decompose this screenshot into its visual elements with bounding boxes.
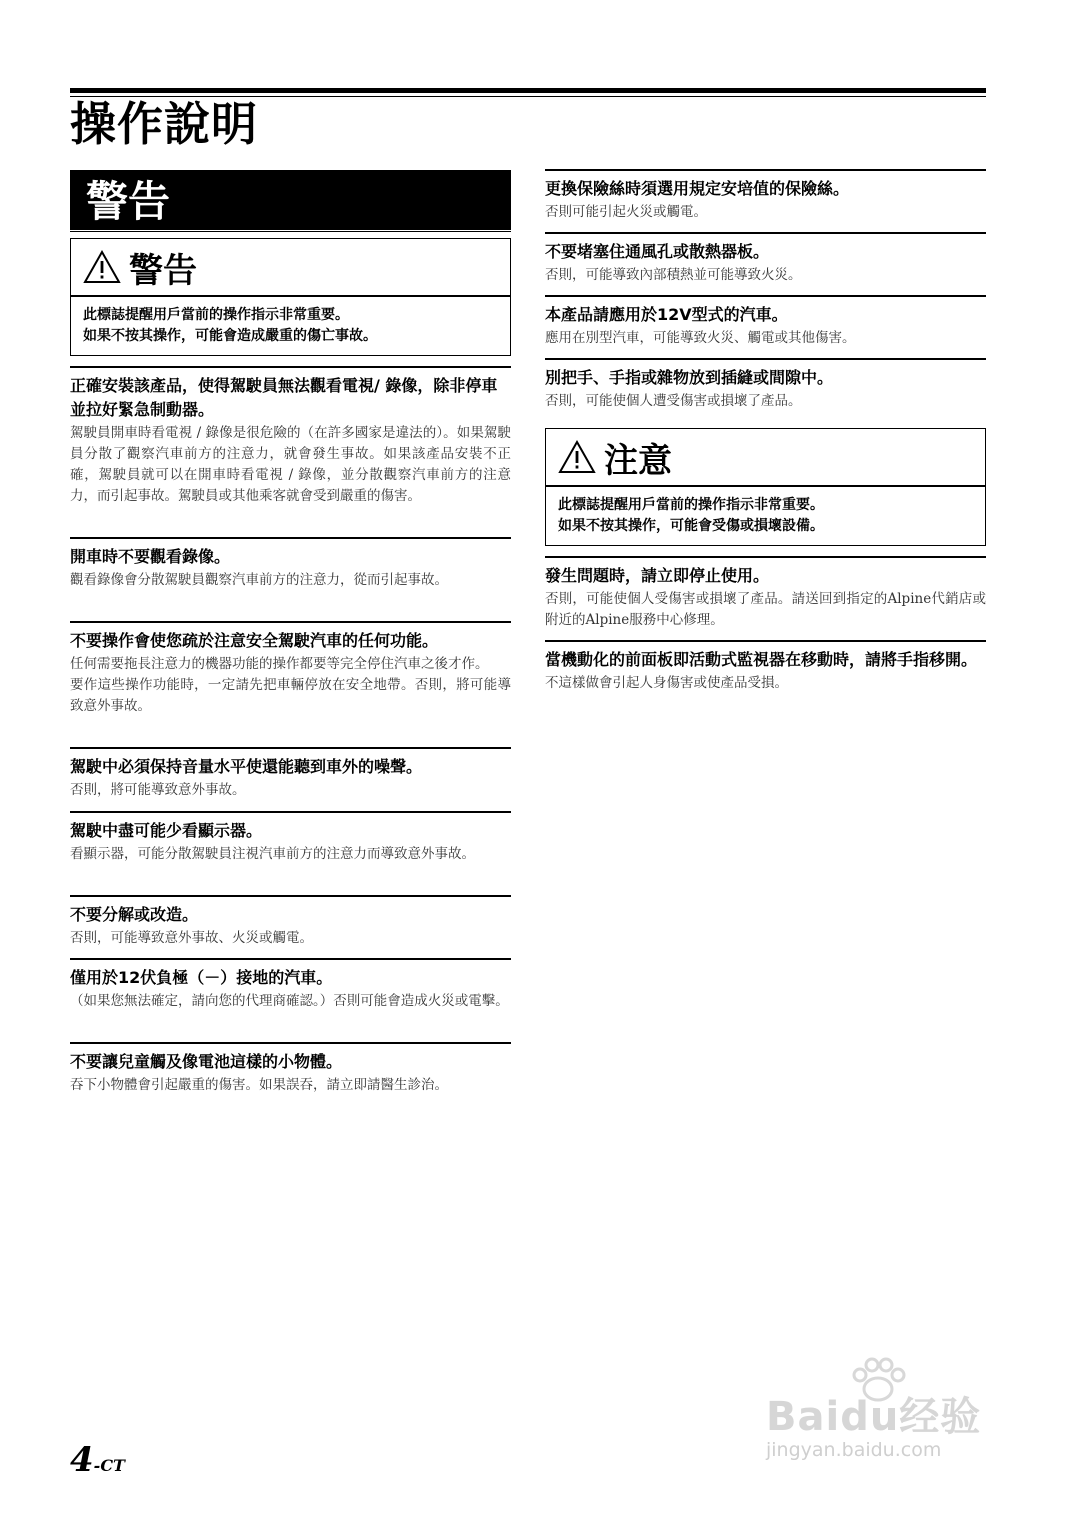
warning-item-body: 觀看錄像會分散駕駛員觀察汽車前方的注意力，從而引起事故。 (70, 572, 448, 588)
warning-item-body: 看顯示器，可能分散駕駛員注視汽車前方的注意力而導致意外事故。 (70, 846, 475, 862)
warning-item-heading: 開車時不要觀看錄像。 (70, 547, 231, 566)
top-rule-thick (70, 88, 986, 93)
warning-item-body: （如果您無法確定，請向您的代理商確認。）否則可能會造成火災或電擊。 (70, 993, 509, 1009)
warning-item (545, 232, 986, 286)
warning-item-body: 任何需要拖長注意力的機器功能的操作都要等完全停住汽車之後才作。 要作這些操作功能時，一定請先把車輛停放在安全地帶。否則，將可能導致意外事故。 (70, 656, 511, 714)
watermark-url: jingyan.baidu.com (766, 1439, 942, 1461)
warning-item-heading: 不要分解或改造。 (70, 905, 199, 924)
page-number (70, 1440, 125, 1480)
warning-notice-text (71, 297, 510, 355)
page-number-suffix: -CT (93, 1456, 125, 1475)
caution-notice-header (546, 429, 985, 487)
warning-triangle-icon (83, 250, 121, 284)
warning-notice-line: 此標誌提醒用戶當前的操作指示非常重要。 (83, 307, 349, 323)
warning-item (70, 747, 511, 801)
caution-triangle-icon (558, 440, 596, 474)
caution-item-heading: 當機動化的前面板即活動式監視器在移動時，請將手指移開。 (545, 650, 978, 669)
caution-item-body: 不這樣做會引起人身傷害或使產品受損。 (545, 675, 788, 691)
watermark-brand: Baidu经验 (766, 1394, 982, 1440)
caution-notice-text (546, 487, 985, 545)
warning-item-body: 否則，可能導致內部積熱並可能導致火災。 (545, 267, 802, 283)
warning-notice-line: 如果不按其操作，可能會造成嚴重的傷亡事故。 (83, 328, 377, 344)
warning-item (545, 295, 986, 349)
warning-item-body: 吞下小物體會引起嚴重的傷害。如果誤吞，請立即請醫生診治。 (70, 1077, 448, 1093)
caution-notice-line: 此標誌提醒用戶當前的操作指示非常重要。 (558, 497, 824, 513)
warning-item (70, 366, 511, 507)
warning-item (545, 358, 986, 412)
warning-item (70, 621, 511, 717)
warning-item-heading: 不要堵塞住通風孔或散熱器板。 (545, 242, 770, 261)
warning-item-body: 否則，將可能導致意外事故。 (70, 782, 246, 798)
warning-item-heading: 不要讓兒童觸及像電池這樣的小物體。 (70, 1052, 343, 1071)
warning-item-heading: 僅用於12伏負極（－）接地的汽車。 (70, 968, 333, 987)
warning-item-body: 應用在別型汽車，可能導致火災、觸電或其他傷害。 (545, 330, 856, 346)
warning-item-body: 否則，可能使個人遭受傷害或損壞了產品。 (545, 393, 802, 409)
caution-notice-label: 注意 (604, 440, 672, 481)
warning-notice-label: 警告 (129, 250, 197, 291)
warning-item (70, 811, 511, 865)
caution-item-body: 否則，可能使個人受傷害或損壞了產品。請送回到指定的Alpine代銷店或附近的Alpine服務中心修理。 (545, 591, 986, 628)
warning-item-heading: 駕駛中盡可能少看顯示器。 (70, 821, 263, 840)
caution-item (545, 556, 986, 631)
warning-item-body: 駕駛員開車時看電視 / 錄像是很危險的（在許多國家是違法的）。如果駕駛員分散了觀察汽車前方的注意力，就會發生事故。如果該產品安裝不正確，駕駛員就可以在開車時看電視 / 錄像，並分散觀察汽車前方的注意力，而引起事故。駕駛員或其他乘客就會受到嚴重的傷害。 (70, 425, 511, 504)
page-title: 操作說明 (70, 97, 258, 151)
page-number-value: 4 (70, 1440, 94, 1480)
warning-item (70, 895, 511, 949)
warning-item-body: 否則，可能導致意外事故、火災或觸電。 (70, 930, 313, 946)
caution-item-heading: 發生問題時，請立即停止使用。 (545, 566, 770, 585)
warning-item (70, 958, 511, 1012)
caution-notice-line: 如果不按其操作，可能會受傷或損壞設備。 (558, 518, 824, 534)
warning-item-heading: 不要操作會使您疏於注意安全駕駛汽車的任何功能。 (70, 631, 439, 650)
baidu-watermark (760, 1355, 1010, 1475)
warning-item (70, 1042, 511, 1096)
warning-item (70, 537, 511, 591)
warning-item-heading: 駕駛中必須保持音量水平使還能聽到車外的噪聲。 (70, 757, 423, 776)
warning-banner: 警告 (70, 170, 511, 233)
warning-item (545, 169, 986, 223)
warning-item-heading: 更換保險絲時須選用規定安培值的保險絲。 (545, 179, 850, 198)
warning-notice-header (71, 239, 510, 297)
caution-item (545, 640, 986, 694)
caution-notice-box (545, 428, 986, 546)
warning-item-heading: 正確安裝該產品，使得駕駛員無法觀看電視/ 錄像，除非停車並拉好緊急制動器。 (70, 376, 498, 419)
warning-item-heading: 本產品請應用於12V型式的汽車。 (545, 305, 788, 324)
warning-item-heading: 別把手、手指或雜物放到插縫或間隙中。 (545, 368, 834, 387)
warning-notice-box (70, 238, 511, 356)
warning-item-body: 否則可能引起火災或觸電。 (545, 204, 707, 220)
